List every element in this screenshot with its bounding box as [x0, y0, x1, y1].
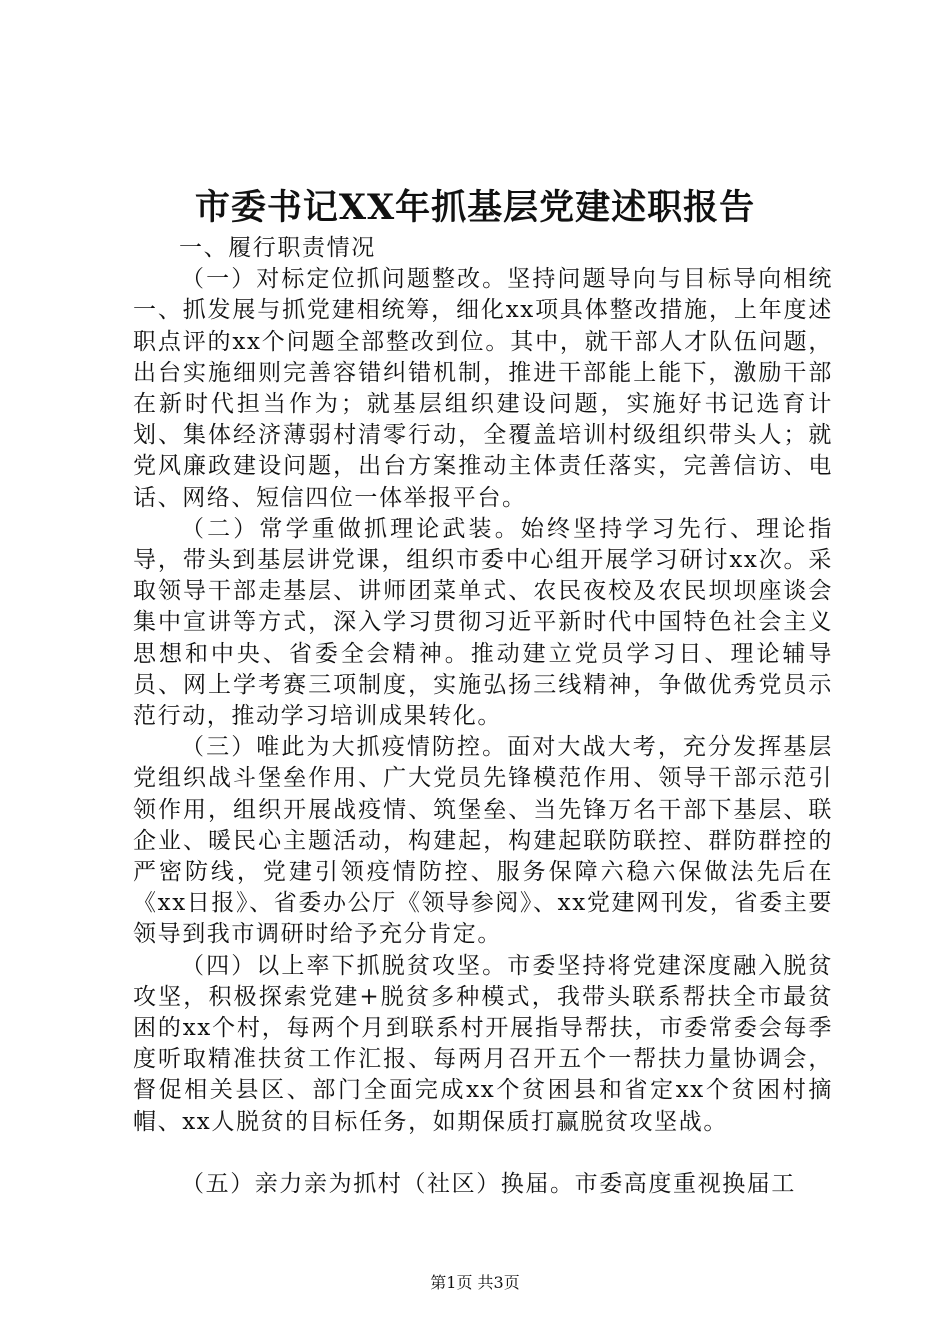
document-title: 市委书记XX年抓基层党建述职报告	[194, 187, 756, 228]
section-heading: 一、履行职责情况	[179, 235, 376, 261]
page-footer: 第1页 共3页	[430, 1273, 520, 1292]
paragraph-4: （四）以上率下抓脱贫攻坚。市委坚持将党建深度融入脱贫攻坚，积极探索党建+脱贫多种模式，我带头联系帮扶全市最贫困的xx个村，每两个月到联系村开展指导帮扶，市委常委会每季度听取精准扶贫工作汇报、每两月召开五个一帮扶力量协调会，督促相关县区、部门全面完成xx个贫困县和省定xx个贫困村摘帽、xx人脱贫的目标任务，如期保质打赢脱贫攻坚战。	[133, 952, 833, 1135]
document-body	[133, 233, 833, 1200]
paragraph-5: （五）亲力亲为抓村（社区）换届。市委高度重视换届工	[181, 1170, 796, 1197]
paragraph-2: （二）常学重做抓理论武装。始终坚持学习先行、理论指导，带头到基层讲党课，组织市委中心组开展学习研讨xx次。采取领导干部走基层、讲师团菜单式、农民夜校及农民坝坝座谈会集中宣讲等方式，深入学习贯彻习近平新时代中国特色社会主义思想和中央、省委全会精神。推动建立党员学习日、理论辅导员、网上学考赛三项制度，实施弘扬三线精神，争做优秀党员示范行动，推动学习培训成果转化。	[133, 515, 833, 730]
paragraph-1: （一）对标定位抓问题整改。坚持问题导向与目标导向相统一、抓发展与抓党建相统筹，细化xx项具体整改措施，上年度述职点评的xx个问题全部整改到位。其中，就干部人才队伍问题，出台实施细则完善容错纠错机制，推进干部能上能下，激励干部在新时代担当作为；就基层组织建设问题，实施好书记选育计划、集体经济薄弱村清零行动，全覆盖培训村级组织带头人；就党风廉政建设问题，出台方案推动主体责任落实，完善信访、电话、网络、短信四位一体举报平台。	[133, 266, 833, 511]
paragraph-3: （三）唯此为大抓疫情防控。面对大战大考，充分发挥基层党组织战斗堡垒作用、广大党员先锋模范作用、领导干部示范引领作用，组织开展战疫情、筑堡垒、当先锋万名干部下基层、联企业、暖民心主题活动，构建起，构建起联防联控、群防群控的严密防线，党建引领疫情防控、服务保障六稳六保做法先后在《xx日报》、省委办公厅《领导参阅》、xx党建网刊发，省委主要领导到我市调研时给予充分肯定。	[133, 734, 833, 948]
